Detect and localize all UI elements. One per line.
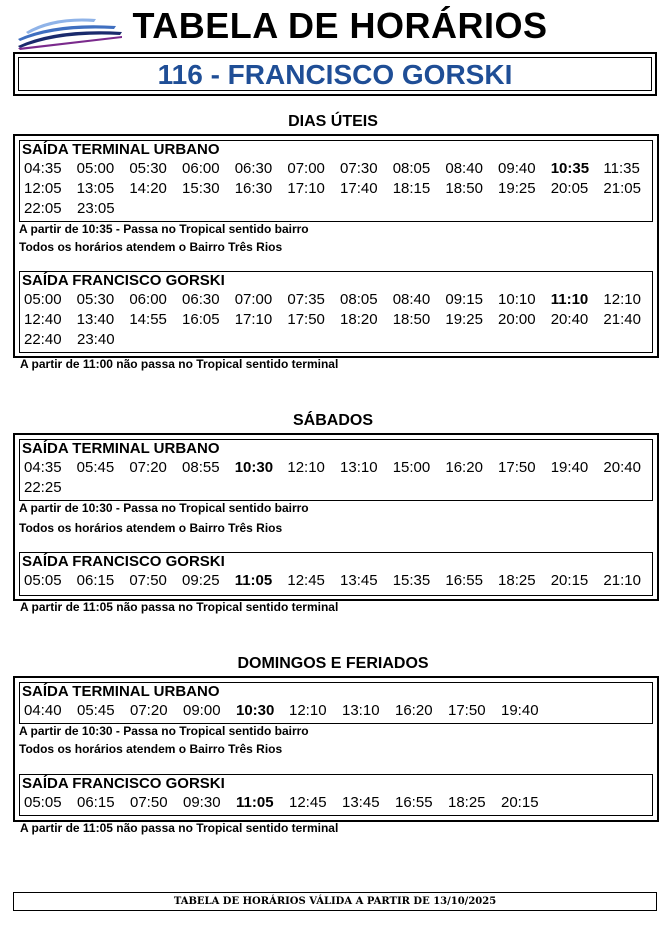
departure-time: 08:40: [445, 160, 483, 177]
departure-time: 12:45: [289, 794, 327, 811]
departure-time: 10:30: [236, 702, 275, 719]
departure-time: 07:00: [234, 291, 273, 308]
timetable: [19, 774, 653, 816]
timetable-heading: SAÍDA TERMINAL URBANO: [22, 440, 220, 457]
route-banner: [13, 52, 657, 96]
route-name: 116 - FRANCISCO GORSKI: [18, 57, 652, 91]
departure-time: 18:50: [445, 180, 483, 197]
departure-time: 04:40: [24, 702, 62, 719]
weekdays-section: [13, 134, 659, 358]
departure-time: 09:00: [183, 702, 221, 719]
departure-time: 10:10: [498, 291, 536, 308]
departure-time: 11:35: [603, 160, 640, 177]
departure-time: 19:25: [445, 311, 483, 328]
departure-time: 06:15: [77, 794, 115, 811]
timetable: [19, 271, 653, 353]
departure-time: 05:00: [76, 160, 115, 177]
timetable-row: [20, 701, 652, 721]
note: A partir de 10:30 - Passa no Tropical sentido bairro: [19, 724, 309, 738]
timetable-row: [20, 478, 652, 498]
departure-time: 13:45: [340, 572, 378, 589]
departure-time: 10:30: [234, 459, 274, 476]
timetable-row: [20, 571, 652, 591]
departure-time: 13:10: [340, 459, 378, 476]
departure-time: 22:40: [24, 331, 62, 348]
departure-time: 07:35: [287, 291, 325, 308]
departure-time: 19:40: [501, 702, 539, 719]
timetable: [19, 140, 653, 222]
note: A partir de 10:35 - Passa no Tropical sentido bairro: [19, 222, 309, 236]
departure-time: 17:50: [287, 311, 325, 328]
departure-time: 14:55: [129, 311, 167, 328]
departure-time: 18:25: [448, 794, 486, 811]
departure-time: 16:20: [395, 702, 433, 719]
timetable-heading: SAÍDA TERMINAL URBANO: [22, 141, 220, 158]
timetable-row: [20, 310, 652, 330]
departure-time: 16:05: [182, 311, 220, 328]
departure-time: 17:10: [234, 311, 273, 328]
departure-time: 12:45: [287, 572, 325, 589]
departure-time: 08:05: [392, 160, 431, 177]
timetable-row: [20, 179, 652, 199]
timetable: [19, 439, 653, 501]
departure-time: 23:40: [77, 331, 115, 348]
departure-time: 21:05: [603, 180, 641, 197]
departure-time: 07:50: [130, 794, 168, 811]
timetable-heading: SAÍDA TERMINAL URBANO: [22, 683, 220, 700]
departure-time: 16:20: [445, 459, 483, 476]
departure-time: 20:40: [603, 459, 641, 476]
departure-time: 11:05: [236, 794, 274, 811]
note: Todos os horários atendem o Bairro Três Rios: [19, 521, 283, 535]
timetable-row: [20, 458, 652, 478]
departure-time: 22:25: [24, 479, 62, 496]
timetable-row: [20, 793, 652, 813]
departure-time: 12:05: [24, 180, 62, 197]
company-logo: [16, 10, 124, 50]
timetable-row: [20, 330, 652, 350]
saturdays-title: SÁBADOS: [292, 412, 373, 429]
sundays-section: [13, 676, 659, 822]
timetable-row: [20, 199, 652, 219]
departure-time: 14:20: [129, 180, 167, 197]
departure-time: 08:40: [392, 291, 431, 308]
validity-footer: TABELA DE HORÁRIOS VÁLIDA A PARTIR DE 13/10/2025: [13, 892, 657, 911]
departure-time: 05:05: [24, 572, 62, 589]
departure-time: 08:55: [182, 459, 220, 476]
note: A partir de 11:05 não passa no Tropical sentido terminal: [20, 600, 339, 614]
timetable-heading: SAÍDA FRANCISCO GORSKI: [22, 553, 225, 570]
page-title: TABELA DE HORÁRIOS: [132, 5, 548, 46]
departure-time: 16:30: [234, 180, 273, 197]
departure-time: 15:35: [392, 572, 431, 589]
departure-time: 18:15: [392, 180, 431, 197]
departure-time: 11:10: [550, 291, 589, 308]
departure-time: 20:15: [501, 794, 539, 811]
departure-time: 07:50: [129, 572, 167, 589]
timetable-row: [20, 290, 652, 310]
departure-time: 20:15: [550, 572, 589, 589]
departure-time: 08:05: [340, 291, 378, 308]
departure-time: 18:25: [498, 572, 536, 589]
departure-time: 17:50: [498, 459, 536, 476]
departure-time: 05:00: [24, 291, 62, 308]
departure-time: 13:45: [342, 794, 380, 811]
departure-time: 05:05: [24, 794, 62, 811]
departure-time: 19:40: [550, 459, 589, 476]
departure-time: 17:50: [448, 702, 486, 719]
departure-time: 12:10: [287, 459, 325, 476]
departure-time: 05:30: [76, 291, 115, 308]
saturdays-section: [13, 433, 659, 601]
departure-time: 13:05: [76, 180, 115, 197]
departure-time: 16:55: [445, 572, 483, 589]
departure-time: 06:30: [182, 291, 220, 308]
departure-time: 22:05: [24, 200, 62, 217]
departure-time: 13:40: [76, 311, 115, 328]
departure-time: 19:25: [498, 180, 536, 197]
departure-time: 12:40: [24, 311, 62, 328]
timetable: [19, 552, 653, 596]
departure-time: 17:40: [340, 180, 378, 197]
timetable: [19, 682, 653, 724]
timetable-row: [20, 159, 652, 179]
departure-time: 16:55: [395, 794, 433, 811]
timetable-heading: SAÍDA FRANCISCO GORSKI: [22, 775, 225, 792]
departure-time: 20:05: [550, 180, 589, 197]
departure-time: 18:20: [340, 311, 378, 328]
departure-time: 06:15: [76, 572, 115, 589]
note: Todos os horários atendem o Bairro Três Rios: [19, 742, 283, 756]
departure-time: 23:05: [77, 200, 115, 217]
note: A partir de 11:05 não passa no Tropical sentido terminal: [20, 821, 339, 835]
sundays-title: DOMINGOS E FERIADOS: [237, 655, 429, 672]
weekdays-title: DIAS ÚTEIS: [288, 113, 378, 130]
departure-time: 12:10: [603, 291, 641, 308]
departure-time: 07:20: [129, 459, 167, 476]
departure-time: 07:20: [130, 702, 168, 719]
departure-time: 06:00: [129, 291, 167, 308]
departure-time: 20:40: [550, 311, 589, 328]
departure-time: 07:30: [340, 160, 378, 177]
departure-time: 09:30: [183, 794, 221, 811]
departure-time: 07:00: [287, 160, 325, 177]
departure-time: 06:30: [234, 160, 273, 177]
departure-time: 09:40: [498, 160, 536, 177]
departure-time: 20:00: [498, 311, 536, 328]
departure-time: 05:45: [77, 702, 115, 719]
note: Todos os horários atendem o Bairro Três Rios: [19, 240, 283, 254]
departure-time: 04:35: [24, 459, 62, 476]
note: A partir de 10:30 - Passa no Tropical sentido bairro: [19, 501, 309, 515]
departure-time: 15:00: [392, 459, 431, 476]
departure-time: 05:30: [129, 160, 167, 177]
departure-time: 11:05: [234, 572, 273, 589]
departure-time: 04:35: [24, 160, 62, 177]
departure-time: 13:10: [342, 702, 380, 719]
departure-time: 09:15: [445, 291, 483, 308]
departure-time: 21:40: [603, 311, 641, 328]
departure-time: 15:30: [182, 180, 220, 197]
departure-time: 18:50: [392, 311, 431, 328]
departure-time: 10:35: [550, 160, 590, 177]
departure-time: 12:10: [289, 702, 327, 719]
departure-time: 09:25: [182, 572, 220, 589]
timetable-heading: SAÍDA FRANCISCO GORSKI: [22, 272, 225, 289]
departure-time: 17:10: [287, 180, 325, 197]
departure-time: 21:10: [603, 572, 641, 589]
note: A partir de 11:00 não passa no Tropical sentido terminal: [20, 357, 339, 371]
departure-time: 05:45: [76, 459, 115, 476]
departure-time: 06:00: [182, 160, 220, 177]
